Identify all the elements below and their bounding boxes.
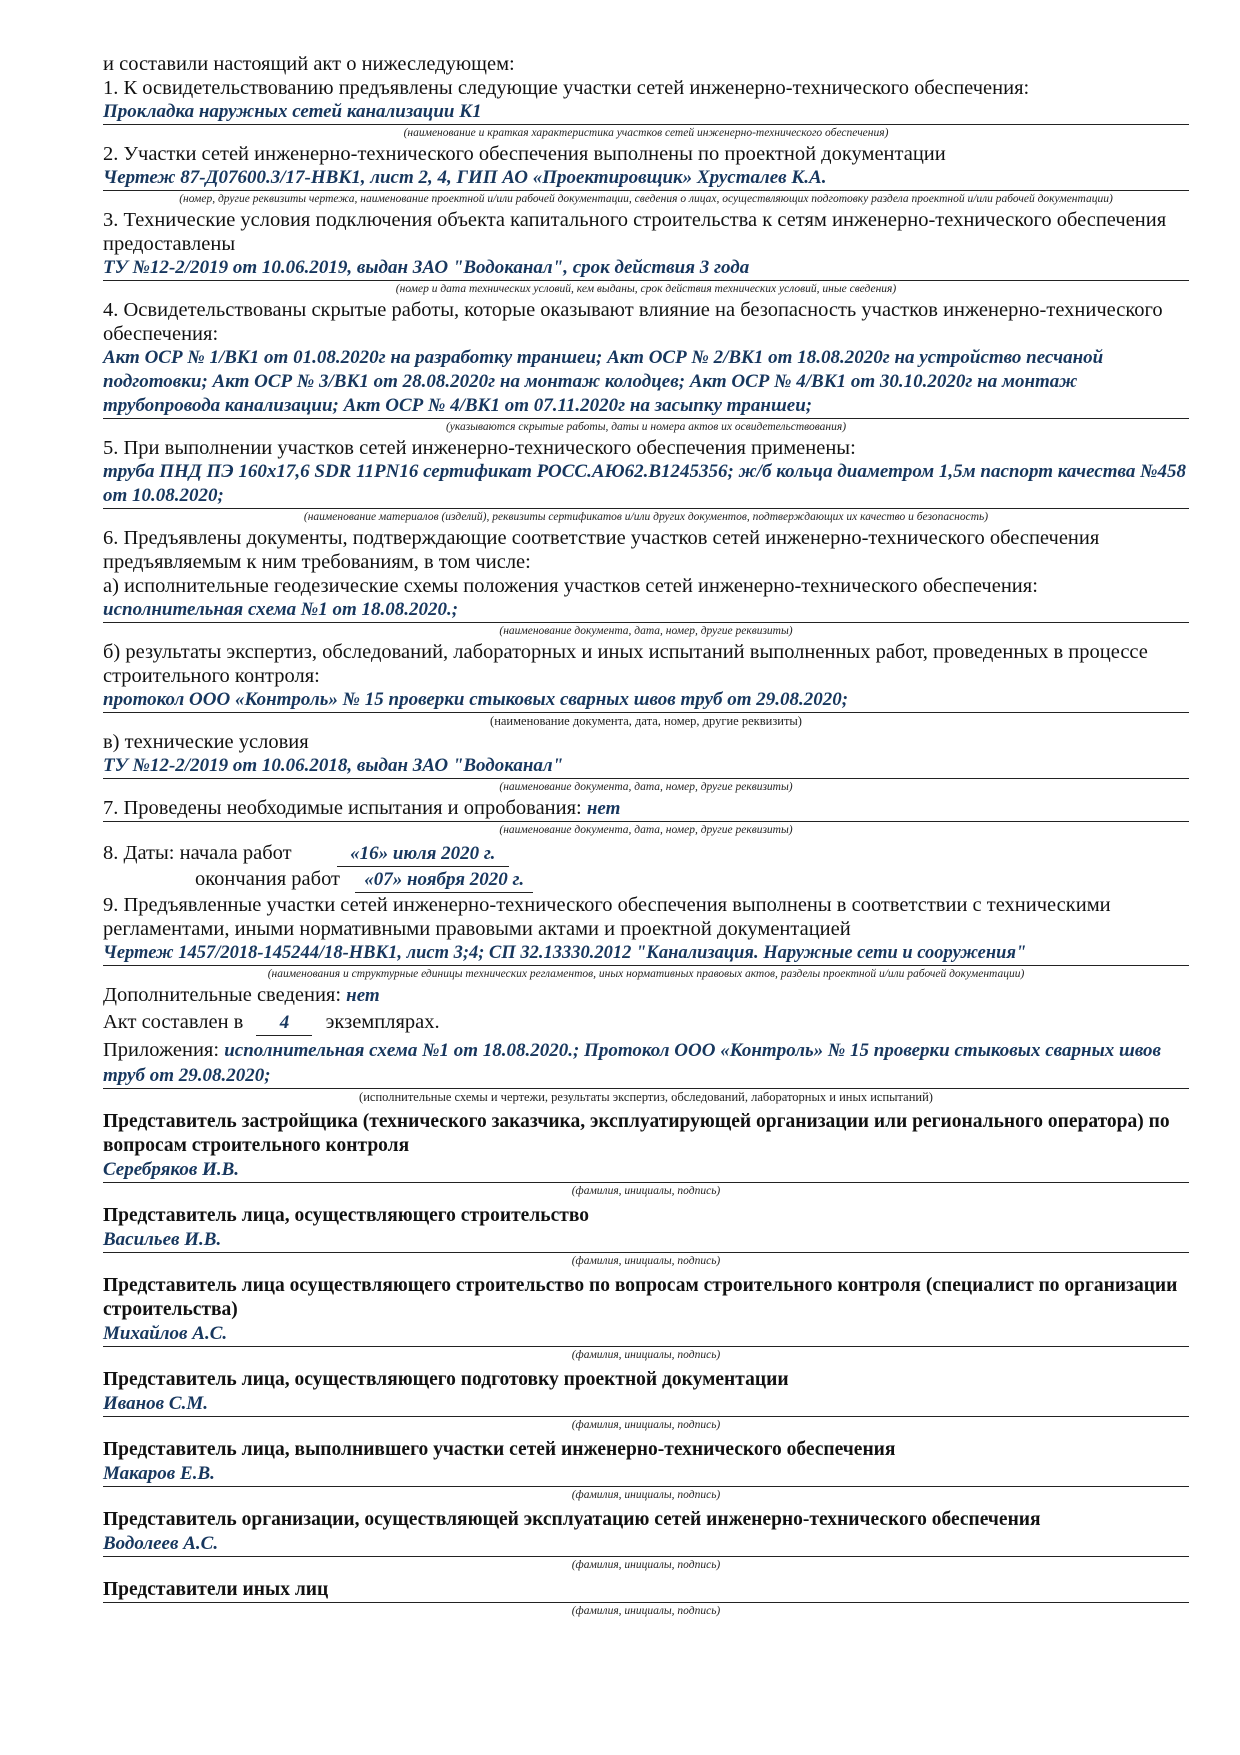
section-4-caption: (указываются скрытые работы, даты и номера актов их освидетельствования) <box>445 421 847 433</box>
representative <box>103 1110 1189 1198</box>
section-7-label: 7. Проведены необходимые испытания и опробования: <box>103 797 582 819</box>
representative-caption: (фамилия, инициалы, подпись) <box>571 1605 721 1617</box>
representatives-block <box>103 1110 1189 1618</box>
representative-caption: (фамилия, инициалы, подпись) <box>571 1559 721 1571</box>
act-document <box>103 52 1189 1620</box>
representative-caption: (фамилия, инициалы, подпись) <box>571 1349 721 1361</box>
section-1-label: 1. К освидетельствованию предъявлены следующие участки сетей инженерно-технического обеспечения: <box>103 77 1030 99</box>
section-9-value: Чертеж 1457/2018-145244/18-НВК1, лист 3;4; СП 32.13330.2012 "Канализация. Наружные сети и сооружения" <box>103 941 1189 966</box>
representative-caption: (фамилия, инициалы, подпись) <box>571 1185 721 1197</box>
section-8-start-row <box>103 841 1189 867</box>
copies-suffix: экземплярах. <box>325 1011 440 1033</box>
section-5-label: 5. При выполнении участков сетей инженерно-технического обеспечения применены: <box>103 437 856 459</box>
section-6c-label: в) технические условия <box>103 731 309 753</box>
representative-title: Представитель застройщика (технического заказчика, эксплуатирующей организации или регионального оператора) по вопросам строительного контроля <box>103 1111 1170 1156</box>
representative-caption: (фамилия, инициалы, подпись) <box>571 1489 721 1501</box>
end-date-value: «07» ноября 2020 г. <box>355 868 533 893</box>
section-1-caption: (наименование и краткая характеристика участков сетей инженерно-технического обеспечения) <box>403 127 889 139</box>
section-6b-caption: (наименование документа, дата, номер, другие реквизиты) <box>490 714 802 728</box>
section-4-value: Акт ОСР № 1/ВК1 от 01.08.2020г на разработку траншеи; Акт ОСР № 2/ВК1 от 18.08.2020г на устройство песчаной подготовки; Акт ОСР № 3/ВК1 от 28.08.2020г на монтаж колодцев; Акт ОСР № 4/ВК1 от 30.10.2020г на монтаж трубопровода канализации; Акт ОСР № 4/ВК1 от 07.11.2020г на засыпку траншеи; <box>103 346 1189 419</box>
representative-title: Представитель лица, осуществляющего подготовку проектной документации <box>103 1369 789 1390</box>
section-2-caption: (номер, другие реквизиты чертежа, наименование проектной и/или рабочей документации, сведения о лицах, осуществляющих подготовку раздела проектной и/или рабочей документации) <box>179 193 1113 205</box>
representative <box>103 1204 1189 1268</box>
attachments-value: исполнительная схема №1 от 18.08.2020.; Протокол ООО «Контроль» № 15 проверки стыковых сварных швов труб от 29.08.2020; <box>103 1040 1162 1086</box>
representative-name: Васильев И.В. <box>103 1228 1189 1253</box>
section-1-value: Прокладка наружных сетей канализации К1 <box>103 100 1189 125</box>
extra-info-value: нет <box>346 985 380 1006</box>
section-6a-value: исполнительная схема №1 от 18.08.2020.; <box>103 598 1189 623</box>
section-7-row <box>103 796 1189 822</box>
representative-title: Представители иных лиц <box>103 1578 1189 1603</box>
section-5-value: труба ПНД ПЭ 160х17,6 SDR 11PN16 сертификат РОСС.АЮ62.В1245356; ж/б кольца диаметром 1,5м паспорт качества №458 от 10.08.2020; <box>103 460 1189 509</box>
section-8-end-row <box>103 867 1189 893</box>
representative-caption: (фамилия, инициалы, подпись) <box>571 1255 721 1267</box>
start-date-value: «16» июля 2020 г. <box>337 842 509 867</box>
representative-title: Представитель лица, осуществляющего строительство <box>103 1205 589 1226</box>
representative-name: Михайлов А.С. <box>103 1322 1189 1347</box>
representative <box>103 1274 1189 1362</box>
extra-info-row <box>103 983 1189 1008</box>
section-2-value: Чертеж 87-Д07600.3/17-НВК1, лист 2, 4, ГИП АО «Проектировщик» Хрусталев К.А. <box>103 166 1189 191</box>
section-3-value: ТУ №12-2/2019 от 10.06.2019, выдан ЗАО "Водоканал", срок действия 3 года <box>103 256 1189 281</box>
section-6b-value: протокол ООО «Контроль» № 15 проверки стыковых сварных швов труб от 29.08.2020; <box>103 688 1189 713</box>
attachments-label: Приложения: <box>103 1039 220 1061</box>
section-4-label: 4. Освидетельствованы скрытые работы, которые оказывают влияние на безопасность участков инженерно-технического обеспечения: <box>103 299 1163 345</box>
section-3-caption: (номер и дата технических условий, кем выданы, срок действия технических условий, иные сведения) <box>395 283 897 295</box>
section-9-caption: (наименования и структурные единицы технических регламентов, иных нормативных правовых актов, разделы проектной и/или рабочей документации) <box>267 968 1025 980</box>
representative-name: Макаров Е.В. <box>103 1462 1189 1487</box>
extra-info-label: Дополнительные сведения: <box>103 984 342 1006</box>
representative-name: Серебряков И.В. <box>103 1158 1189 1183</box>
representative <box>103 1578 1189 1618</box>
section-7-value: нет <box>586 798 621 819</box>
section-8-label: 8. Даты: начала работ <box>103 842 292 864</box>
representative <box>103 1508 1189 1572</box>
representative-name: Иванов С.М. <box>103 1392 1189 1417</box>
representative-title: Представитель лица, выполнившего участки сетей инженерно-технического обеспечения <box>103 1439 896 1460</box>
representative <box>103 1438 1189 1502</box>
attachments-row <box>103 1038 1189 1089</box>
section-6a-caption: (наименование документа, дата, номер, другие реквизиты) <box>499 625 793 637</box>
copies-row <box>103 1010 1189 1036</box>
section-2-label: 2. Участки сетей инженерно-технического обеспечения выполнены по проектной документации <box>103 143 946 165</box>
copies-label: Акт составлен в <box>103 1011 244 1033</box>
representative-caption: (фамилия, инициалы, подпись) <box>571 1419 721 1431</box>
section-6c-value: ТУ №12-2/2019 от 10.06.2018, выдан ЗАО "Водоканал" <box>103 754 1189 779</box>
section-8-end-label: окончания работ <box>195 868 341 890</box>
section-6-label: 6. Предъявлены документы, подтверждающие соответствие участков сетей инженерно-технического обеспечения предъявляемым к ним требованиям, в том числе: <box>103 527 1100 573</box>
intro-text: и составили настоящий акт о нижеследующем: <box>103 53 515 75</box>
attachments-caption: (исполнительные схемы и чертежи, результаты экспертиз, обследований, лабораторных и иных испытаний) <box>359 1090 933 1104</box>
representative <box>103 1368 1189 1432</box>
section-6b-label: б) результаты экспертиз, обследований, лабораторных и иных испытаний выполненных работ, проведенных в процессе строительного контроля: <box>103 641 1148 687</box>
representative-title: Представитель организации, осуществляющей эксплуатацию сетей инженерно-технического обеспечения <box>103 1509 1041 1530</box>
section-9-label: 9. Предъявленные участки сетей инженерно-технического обеспечения выполнены в соответствии с техническими регламентами, иными нормативными правовыми актами и проектной документацией <box>103 894 1111 940</box>
section-6a-label: а) исполнительные геодезические схемы положения участков сетей инженерно-технического обеспечения: <box>103 575 1038 597</box>
section-6c-caption: (наименование документа, дата, номер, другие реквизиты) <box>499 781 793 793</box>
section-7-caption: (наименование документа, дата, номер, другие реквизиты) <box>499 824 793 836</box>
section-3-label: 3. Технические условия подключения объекта капитального строительства к сетям инженерно-технического обеспечения предоставлены <box>103 209 1167 255</box>
copies-value: 4 <box>256 1011 312 1036</box>
representative-title: Представитель лица осуществляющего строительство по вопросам строительного контроля (специалист по организации строительства) <box>103 1275 1178 1320</box>
section-5-caption: (наименование материалов (изделий), реквизиты сертификатов и/или других документов, подтверждающих их качество и безопасность) <box>303 511 989 523</box>
representative-name: Водолеев А.С. <box>103 1532 1189 1557</box>
